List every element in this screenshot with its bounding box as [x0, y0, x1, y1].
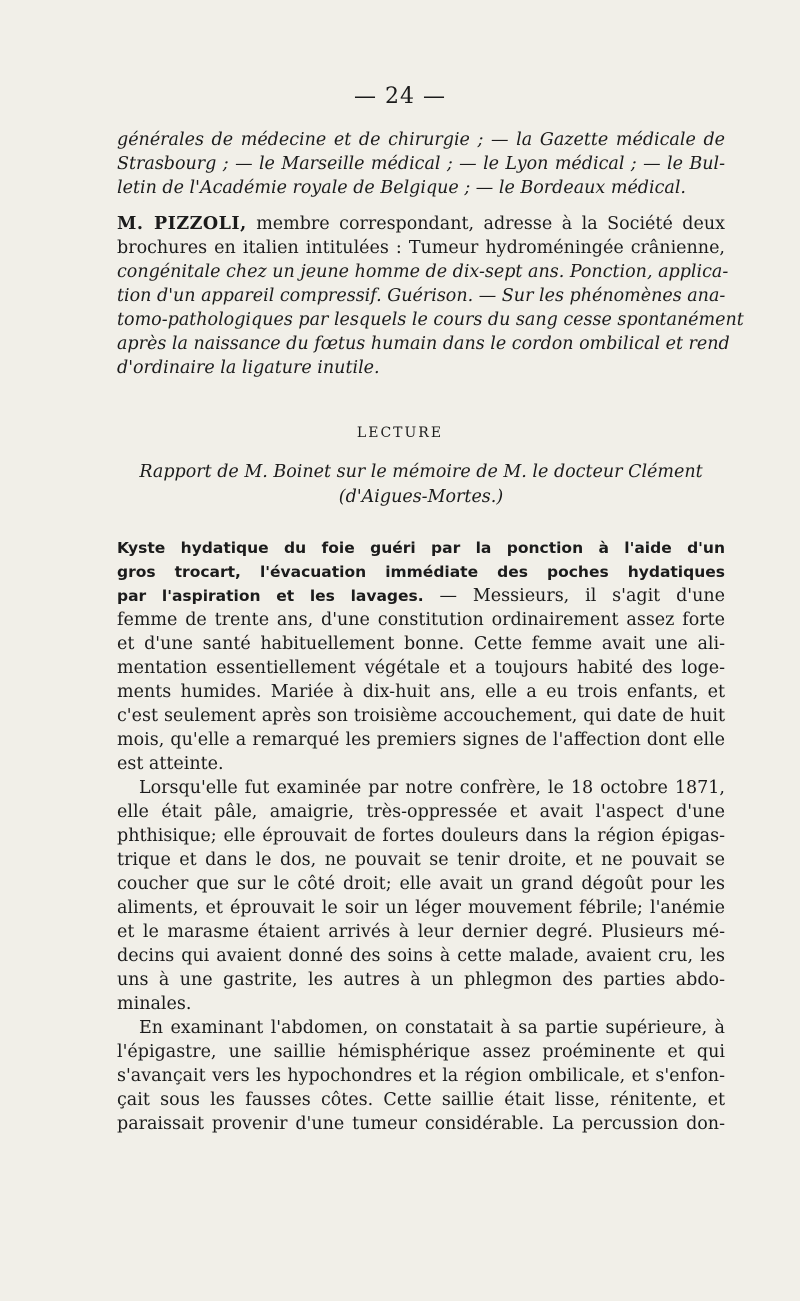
- text-line: trique et dans le dos, ne pouvait se tenir droite, et ne pouvait se: [117, 850, 725, 870]
- text-line: decins qui avaient donné des soins à cette malade, avaient cru, les: [117, 946, 725, 966]
- text-line: çait sous les fausses côtes. Cette saillie était lisse, rénitente, et: [117, 1090, 725, 1110]
- text-line: mois, qu'elle a remarqué les premiers signes de l'affection dont elle: [117, 730, 725, 750]
- page-number: — 24 —: [354, 84, 446, 109]
- text-line: minales.: [117, 994, 192, 1014]
- text-line: après la naissance du fœtus humain dans le cordon ombilical et rend: [117, 334, 730, 354]
- text-line: aliments, et éprouvait le soir un léger mouvement fébrile; l'anémie: [117, 898, 725, 918]
- text-line: est atteinte.: [117, 754, 224, 774]
- text-line: congénitale chez un jeune homme de dix-sept ans. Ponction, applica-: [117, 262, 729, 282]
- text-line: mentation essentiellement végétale et a toujours habité des loge-: [117, 658, 725, 678]
- text-line: uns à une gastrite, les autres à un phlegmon des parties abdo-: [117, 970, 725, 990]
- case-paragraph: [117, 536, 725, 1136]
- text-fragment: membre correspondant, adresse à la Société deux: [246, 214, 725, 234]
- text-line: coucher que sur le côté droit; elle avait un grand dégoût pour les: [117, 874, 725, 894]
- text-line: générales de médecine et de chirurgie ; — la Gazette médicale de: [117, 130, 725, 150]
- text-line: c'est seulement après son troisième accouchement, qui date de huit: [117, 706, 725, 726]
- text-line: et le marasme étaient arrivés à leur dernier degré. Plusieurs mé-: [117, 922, 725, 942]
- text-line: tomo-pathologiques par lesquels le cours du sang cesse spontanément: [117, 310, 744, 330]
- case-title-line: gros trocart, l'évacuation immédiate des poches hydatiques: [117, 563, 725, 581]
- text-line: femme de trente ans, d'une constitution ordinairement assez forte: [117, 610, 725, 630]
- report-title-line: Rapport de M. Boinet sur le mémoire de M. le docteur Clément: [139, 462, 703, 482]
- report-title: [117, 460, 725, 510]
- text-line: elle était pâle, amaigrie, très-oppressée et avait l'aspect d'une: [117, 802, 725, 822]
- text-line: et d'une santé habituellement bonne. Cette femme avait une ali-: [117, 634, 725, 654]
- pizzoli-paragraph: [117, 212, 744, 380]
- text-line: [117, 212, 725, 236]
- text-line: paraissait provenir d'une tumeur considérable. La percussion don-: [117, 1114, 725, 1134]
- text-line: letin de l'Académie royale de Belgique ; — le Bordeaux médical.: [117, 178, 686, 198]
- text-line: phthisique; elle éprouvait de fortes douleurs dans la région épigas-: [117, 826, 725, 846]
- text-line: [117, 584, 725, 608]
- text-line: d'ordinaire la ligature inutile.: [117, 358, 380, 378]
- text-line: Strasbourg ; — le Marseille médical ; — le Lyon médical ; — le Bul-: [117, 154, 725, 174]
- text-line: Lorsqu'elle fut examinée par notre confrère, le 18 octobre 1871,: [139, 778, 725, 798]
- case-title-line: Kyste hydatique du foie guéri par la ponction à l'aide d'un: [117, 539, 725, 557]
- text-fragment: — Messieurs, il s'agit d'une: [423, 586, 725, 606]
- text-line: En examinant l'abdomen, on constatait à sa partie supérieure, à: [139, 1018, 725, 1038]
- report-title-line: (d'Aigues-Mortes.): [338, 487, 504, 507]
- section-heading: LECTURE: [356, 425, 444, 441]
- text-line: tion d'un appareil compressif. Guérison. — Sur les phénomènes ana-: [117, 286, 726, 306]
- case-title-line: par l'aspiration et les lavages.: [117, 587, 424, 605]
- text-line: brochures en italien intitulées : Tumeur hydroméningée crânienne,: [117, 238, 725, 258]
- intro-paragraph: [117, 128, 725, 200]
- text-line: ments humides. Mariée à dix-huit ans, elle a eu trois enfants, et: [117, 682, 725, 702]
- text-line: s'avançait vers les hypochondres et la région ombilicale, et s'enfon-: [117, 1066, 725, 1086]
- author-name: M. PIZZOLI,: [117, 214, 247, 234]
- text-line: l'épigastre, une saillie hémisphérique assez proéminente et qui: [117, 1042, 725, 1062]
